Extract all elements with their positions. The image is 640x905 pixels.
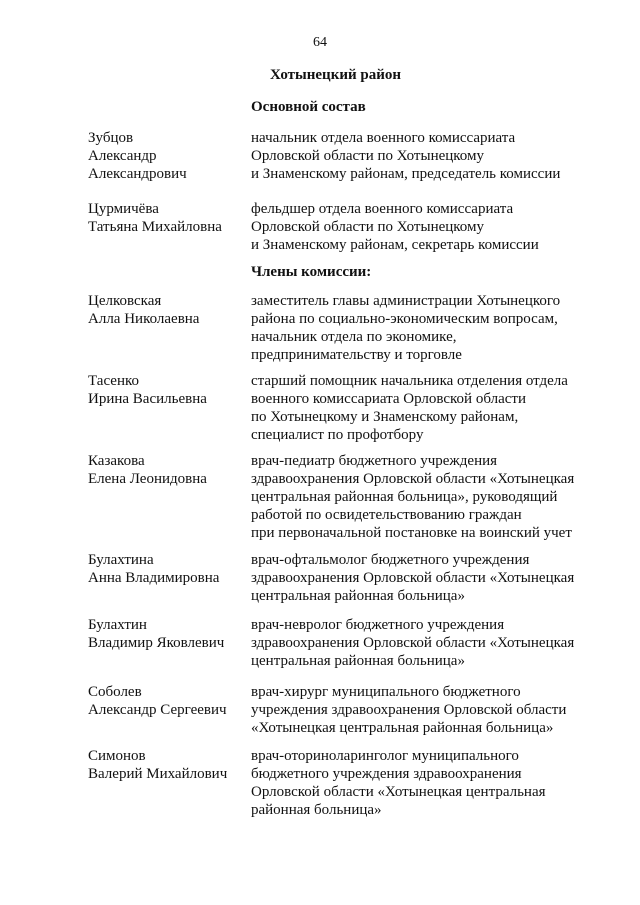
person-position bbox=[251, 747, 601, 819]
members-heading: Члены комиссии: bbox=[251, 264, 372, 280]
name-line: Тасенко bbox=[88, 373, 139, 389]
name-line: Симонов bbox=[88, 748, 146, 764]
position-line: заместитель главы администрации Хотынецкого bbox=[251, 293, 561, 309]
position-line: центральная районная больница» bbox=[251, 588, 465, 604]
position-line: и Знаменскому районам, секретарь комиссии bbox=[251, 237, 539, 253]
position-line: и Знаменскому районам, председатель комиссии bbox=[251, 166, 561, 182]
position-line: старший помощник начальника отделения отдела bbox=[251, 373, 568, 389]
position-line: Орловской области «Хотынецкая центральная bbox=[251, 784, 546, 800]
position-line: «Хотынецкая центральная районная больница» bbox=[251, 720, 554, 736]
person-name bbox=[88, 129, 248, 183]
position-line: фельдшер отдела военного комиссариата bbox=[251, 201, 514, 217]
person-position bbox=[251, 200, 601, 254]
name-line: Ирина Васильевна bbox=[88, 391, 207, 407]
person-name bbox=[88, 747, 248, 783]
position-line: центральная районная больница» bbox=[251, 653, 465, 669]
position-line: военного комиссариата Орловской области bbox=[251, 391, 526, 407]
position-line: врач-оториноларинголог муниципального bbox=[251, 748, 519, 764]
position-line: предпринимательству и торговле bbox=[251, 347, 462, 363]
position-line: врач-педиатр бюджетного учреждения bbox=[251, 453, 498, 469]
person-position bbox=[251, 616, 601, 670]
position-line: здравоохранения Орловской области «Хотынецкая bbox=[251, 635, 575, 651]
person-position bbox=[251, 372, 601, 444]
name-line: Соболев bbox=[88, 684, 142, 700]
page-number: 64 bbox=[313, 35, 327, 50]
name-line: Александр Сергеевич bbox=[88, 702, 227, 718]
main-composition-heading: Основной состав bbox=[251, 99, 366, 115]
name-line: Казакова bbox=[88, 453, 145, 469]
position-line: врач-хирург муниципального бюджетного bbox=[251, 684, 521, 700]
position-line: работой по освидетельствованию граждан bbox=[251, 507, 522, 523]
position-line: по Хотынецкому и Знаменскому районам, bbox=[251, 409, 519, 425]
name-line: Елена Леонидовна bbox=[88, 471, 207, 487]
position-line: здравоохранения Орловской области «Хотынецкая bbox=[251, 570, 575, 586]
person-name bbox=[88, 452, 248, 488]
person-name bbox=[88, 292, 248, 328]
person-name bbox=[88, 200, 248, 236]
person-position bbox=[251, 683, 601, 737]
position-line: Орловской области по Хотынецкому bbox=[251, 148, 485, 164]
name-line: Александр bbox=[88, 148, 157, 164]
position-line: центральная районная больница», руководящий bbox=[251, 489, 558, 505]
position-line: начальник отдела по экономике, bbox=[251, 329, 457, 345]
name-line: Валерий Михайлович bbox=[88, 766, 228, 782]
position-line: Орловской области по Хотынецкому bbox=[251, 219, 485, 235]
person-name bbox=[88, 551, 248, 587]
position-line: района по социально-экономическим вопросам, bbox=[251, 311, 558, 327]
position-line: врач-офтальмолог бюджетного учреждения bbox=[251, 552, 530, 568]
name-line: Александрович bbox=[88, 166, 187, 182]
name-line: Владимир Яковлевич bbox=[88, 635, 225, 651]
person-name bbox=[88, 683, 248, 719]
person-position bbox=[251, 292, 601, 364]
position-line: врач-невролог бюджетного учреждения bbox=[251, 617, 505, 633]
name-line: Зубцов bbox=[88, 130, 134, 146]
person-position bbox=[251, 129, 601, 183]
position-line: здравоохранения Орловской области «Хотынецкая bbox=[251, 471, 575, 487]
name-line: Алла Николаевна bbox=[88, 311, 200, 327]
position-line: специалист по профотбору bbox=[251, 427, 424, 443]
position-line: бюджетного учреждения здравоохранения bbox=[251, 766, 522, 782]
name-line: Татьяна Михайловна bbox=[88, 219, 222, 235]
district-title: Хотынецкий район bbox=[270, 67, 402, 83]
name-line: Булахтин bbox=[88, 617, 147, 633]
person-name bbox=[88, 616, 248, 652]
person-position bbox=[251, 551, 601, 605]
name-line: Булахтина bbox=[88, 552, 154, 568]
name-line: Анна Владимировна bbox=[88, 570, 220, 586]
name-line: Целковская bbox=[88, 293, 162, 309]
person-name bbox=[88, 372, 248, 408]
person-position bbox=[251, 452, 601, 542]
name-line: Цурмичёва bbox=[88, 201, 159, 217]
position-line: районная больница» bbox=[251, 802, 382, 818]
position-line: учреждения здравоохранения Орловской области bbox=[251, 702, 567, 718]
position-line: при первоначальной постановке на воинский учет bbox=[251, 525, 572, 541]
position-line: начальник отдела военного комиссариата bbox=[251, 130, 516, 146]
